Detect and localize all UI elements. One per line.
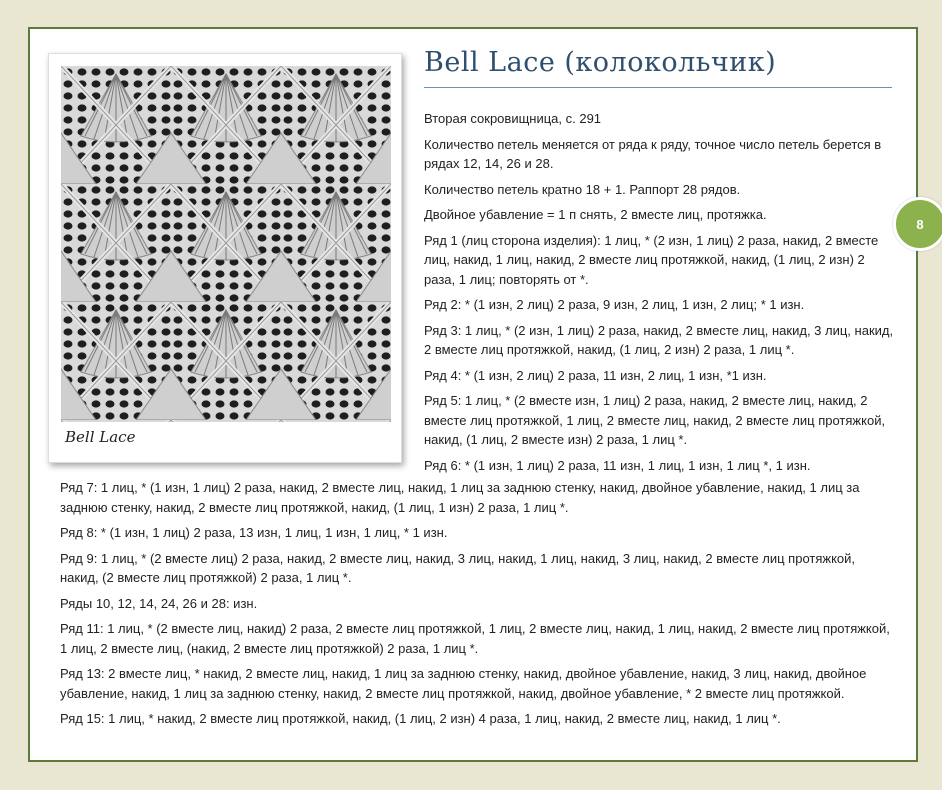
- instructions-right-column: [424, 109, 894, 481]
- row-3-instruction: Ряд 3: 1 лиц, * (2 изн, 1 лиц) 2 раза, накид, 2 вместе лиц, накид, 3 лиц, накид, 2 вместе лиц протяжкой, накид, (1 лиц, 2 изн) 2 раза, 1 лиц *.: [424, 322, 894, 357]
- row-5-instruction: Ряд 5: 1 лиц, * (2 вместе изн, 1 лиц) 2 раза, накид, 2 вместе лиц, накид, 2 вместе лиц протяжкой, 1 лиц, 2 вместе лиц, накид, 2 вместе лиц протяжкой, накид, (1 лиц, 2 вместе изн) 2 раза, 1 лиц *.: [424, 393, 886, 447]
- page-title: Bell Lace (колокольчик): [424, 47, 777, 78]
- bell-lace-knitting-photo: [61, 66, 391, 422]
- instructions-bottom-column: [60, 478, 892, 735]
- row-9-instruction: Ряд 9: 1 лиц, * (2 вместе лиц) 2 раза, накид, 2 вместе лиц, накид, 3 лиц, накид, 1 лиц, накид, 3 лиц, накид, 2 вместе лиц протяжкой, накид, (2 вместе лиц протяжкой) 2 раза, 1 лиц *.: [60, 550, 856, 585]
- title-underline: [424, 87, 892, 88]
- row-13-instruction: Ряд 13: 2 вместе лиц, * накид, 2 вместе лиц, накид, 1 лиц за заднюю стенку, накид, двойное убавление, накид, 3 лиц, накид, двойное убавление, накид, 1 лиц за заднюю стенку, накид, 2 вместе лиц протяжкой, накид, двойное убавление, * 2 вместе лиц протяжкой.: [60, 666, 867, 701]
- row-6-instruction: Ряд 6: * (1 изн, 1 лиц) 2 раза, 11 изн, 1 лиц, 1 изн, 1 лиц *, 1 изн.: [424, 457, 811, 473]
- stitch-count-note: Количество петель меняется от ряда к ряду, точное число петель берется в рядах 12, 14, 26 и 28.: [424, 136, 882, 171]
- page-number-badge: 8: [893, 197, 942, 251]
- image-caption: Bell Lace: [65, 428, 136, 446]
- row-15-instruction: Ряд 15: 1 лиц, * накид, 2 вместе лиц протяжкой, накид, (1 лиц, 2 изн) 4 раза, 1 лиц, накид, 2 вместе лиц, накид, 1 лиц *.: [60, 711, 781, 726]
- row-8-instruction: Ряд 8: * (1 изн, 1 лиц) 2 раза, 13 изн, 1 лиц, 1 изн, 1 лиц, * 1 изн.: [60, 525, 448, 540]
- row-7-instruction: Ряд 7: 1 лиц, * (1 изн, 1 лиц) 2 раза, накид, 2 вместе лиц, накид, 1 лиц за заднюю стенку, накид, двойное убавление, накид, 1 лиц за заднюю стенку, накид, 2 вместе лиц протяжкой, накид, (1 лиц, 1 изн) 2 раза, 1 лиц *.: [60, 480, 860, 515]
- row-2-instruction: Ряд 2: * (1 изн, 2 лиц) 2 раза, 9 изн, 2 лиц, 1 изн, 2 лиц; * 1 изн.: [424, 297, 805, 312]
- document-page: [28, 27, 924, 762]
- repeat-note: Количество петель кратно 18 + 1. Раппорт 28 рядов.: [424, 181, 741, 197]
- row-1-instruction: Ряд 1 (лиц сторона изделия): 1 лиц, * (2 изн, 1 лиц) 2 раза, накид, 2 вместе лиц, накид, 1 лиц, накид, 2 вместе лиц протяжкой, накид, (1 лиц, 2 изн) 2 раза, 1 лиц; повторять от *.: [424, 232, 879, 287]
- knitting-photo-frame: [48, 53, 402, 463]
- double-decrease-note: Двойное убавление = 1 п снять, 2 вместе лиц, протяжка.: [424, 207, 767, 222]
- source-reference: Вторая сокровищница, с. 291: [424, 111, 602, 126]
- row-4-instruction: Ряд 4: * (1 изн, 2 лиц) 2 раза, 11 изн, 2 лиц, 1 изн, *1 изн.: [424, 367, 767, 383]
- purl-rows-instruction: Ряды 10, 12, 14, 24, 26 и 28: изн.: [60, 595, 258, 611]
- row-11-instruction: Ряд 11: 1 лиц, * (2 вместе лиц, накид) 2 раза, 2 вместе лиц протяжкой, 1 лиц, 2 вместе лиц, накид, 1 лиц, накид, 2 вместе лиц протяжкой, 1 лиц, 2 вместе лиц, (накид, 2 вместе лиц протяжкой) 2 раза, 1 лиц *.: [60, 621, 890, 656]
